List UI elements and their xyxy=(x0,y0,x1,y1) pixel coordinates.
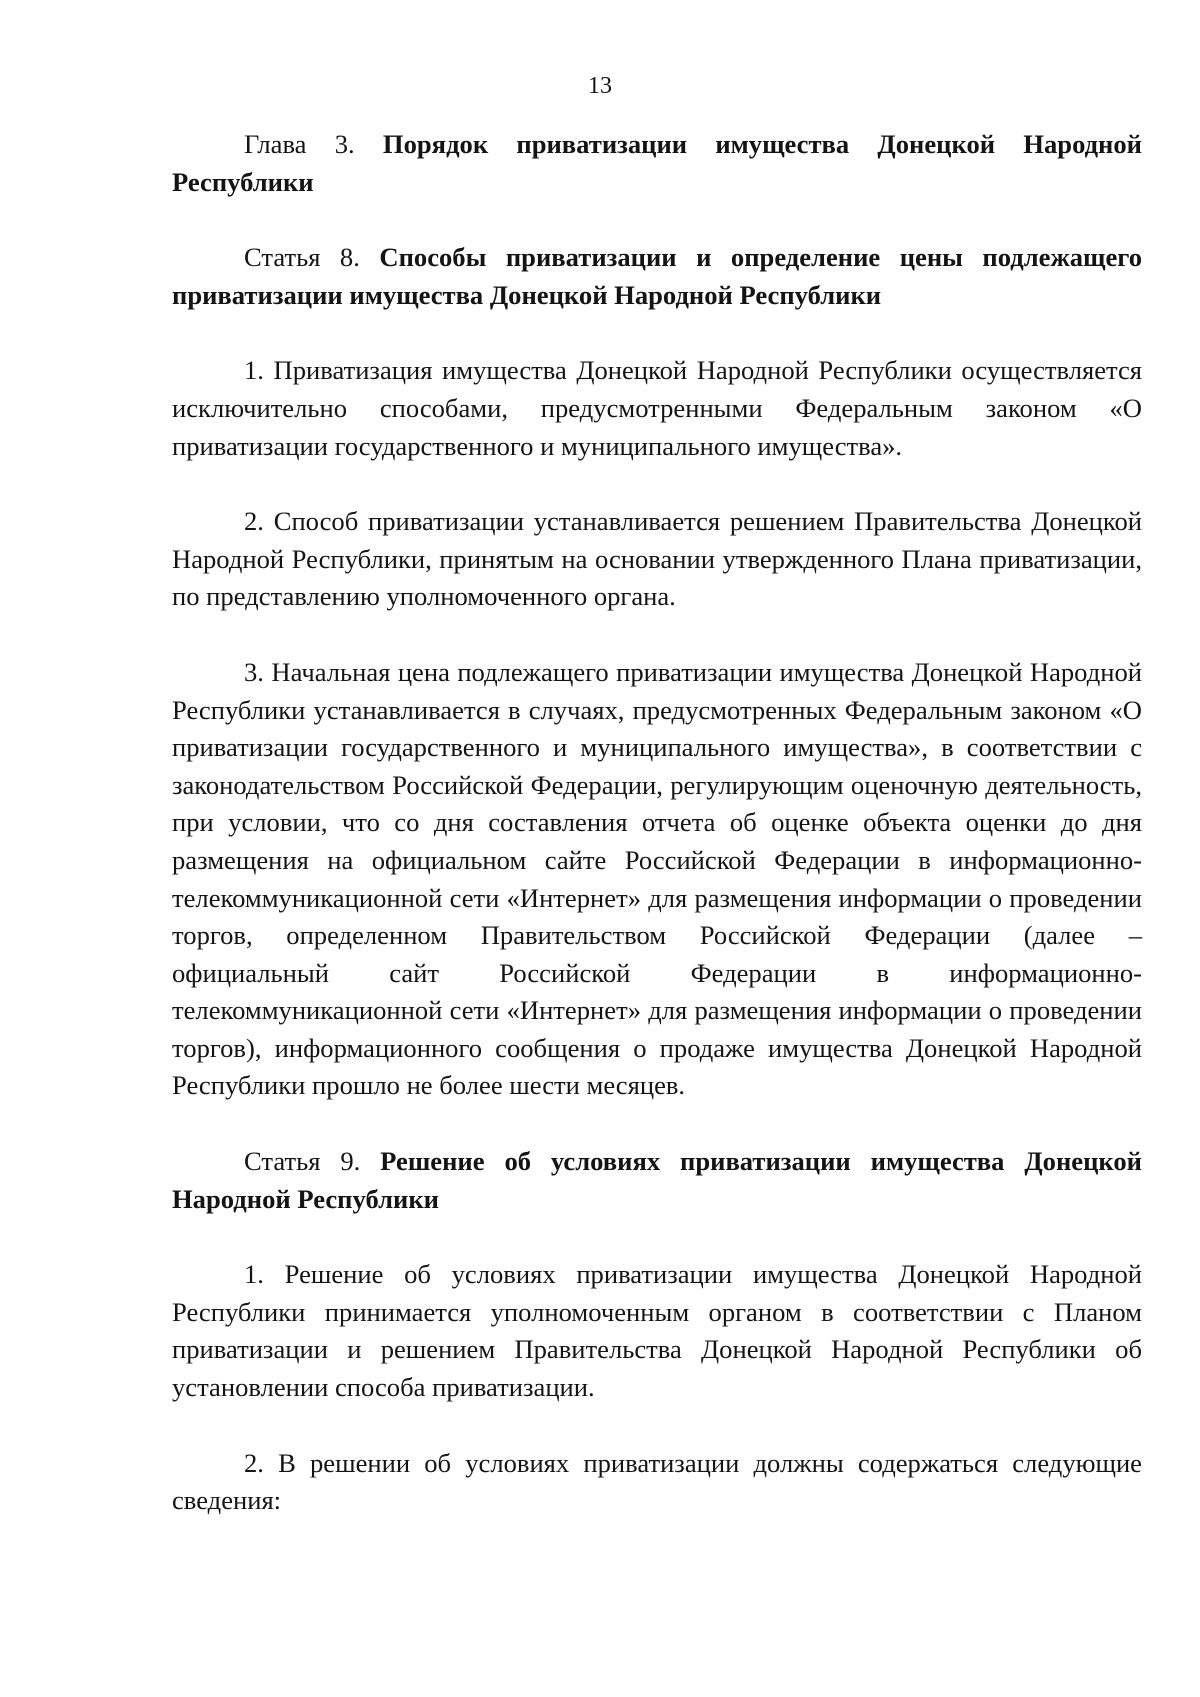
article-8-title: Способы приватизации и определение цены подлежащего приватизации имущества Донецкой Народной Республики xyxy=(172,242,1142,310)
article-9-heading xyxy=(172,1143,1142,1218)
chapter-title: Порядок приватизации имущества Донецкой Народной Республики xyxy=(172,129,1142,197)
chapter-heading xyxy=(172,126,1142,201)
article-8-paragraph-3: 3. Начальная цена подлежащего приватизации имущества Донецкой Народной Республики устанавливается в случаях, предусмотренных Федеральным законом «О приватизации государственного и муниципального имущества», в соответствии с законодательством Российской Федерации, регулирующим оценочную деятельность, при условии, что со дня составления отчета об оценке объекта оценки до дня размещения на официальном сайте Российской Федерации в информационно-телекоммуникационной сети «Интернет» для размещения информации о проведении торгов, определенном Правительством Российской Федерации (далее – официальный сайт Российской Федерации в информационно-телекоммуникационной сети «Интернет» для размещения информации о проведении торгов), информационного сообщения о продаже имущества Донецкой Народной Республики прошло не более шести месяцев. xyxy=(172,656,1142,1101)
article-9-prefix: Статья 9. xyxy=(244,1146,361,1177)
article-8-paragraph-1: 1. Приватизация имущества Донецкой Народной Республики осуществляется исключительно способами, предусмотренными Федеральным законом «О приватизации государственного и муниципального имущества». xyxy=(172,355,1142,461)
page-number: 13 xyxy=(588,73,612,99)
article-9-paragraph-1: 1. Решение об условиях приватизации имущества Донецкой Народной Республики принимается уполномоченным органом в соответствии с Планом приватизации и решением Правительства Донецкой Народной Республики об установлении способа приватизации. xyxy=(172,1259,1142,1403)
chapter-prefix: Глава 3. xyxy=(244,129,355,159)
article-8-prefix: Статья 8. xyxy=(244,242,360,273)
document-body xyxy=(172,126,1142,1520)
article-8-heading xyxy=(172,239,1142,314)
article-9-title: Решение об условиях приватизации имущества Донецкой Народной Республики xyxy=(172,1146,1142,1214)
article-8-paragraph-2: 2. Способ приватизации устанавливается решением Правительства Донецкой Народной Республики, принятым на основании утвержденного Плана приватизации, по представлению уполномоченного органа. xyxy=(172,506,1142,612)
article-9-paragraph-2: 2. В решении об условиях приватизации должны содержаться следующие сведения: xyxy=(172,1447,1142,1516)
